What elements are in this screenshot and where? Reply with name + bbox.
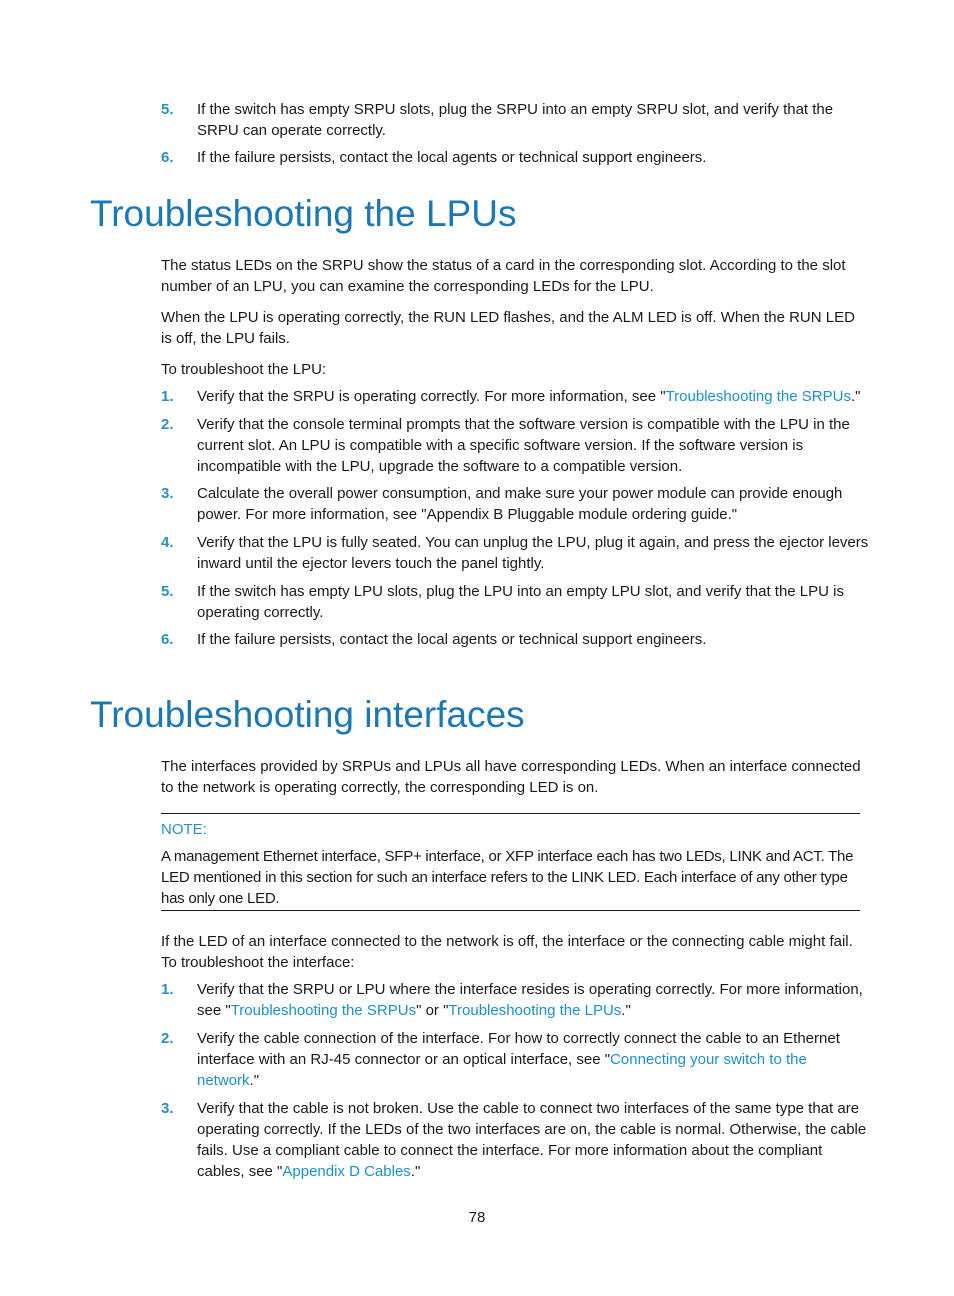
step-number: 3. [161,1100,174,1117]
interfaces-intro: To troubleshoot the interface: [161,954,355,971]
list-item [161,979,871,1021]
step-text: If the failure persists, contact the local agents or technical support engineers. [197,149,707,166]
list-item [161,99,871,141]
step-text: Calculate the overall power consumption, and make sure your power module can provide enough power. For more information, see "Appendix B Pluggable module ordering guide." [197,485,843,523]
step-text: If the switch has empty SRPU slots, plug the SRPU into an empty SRPU slot, and verify that the SRPU can operate correctly. [197,101,834,139]
lpu-intro: To troubleshoot the LPU: [161,361,327,378]
note-text: A management Ethernet interface, SFP+ interface, or XFP interface each has two LEDs, LINK and ACT. The LED mentioned in this section for such an interface refers to the LINK LED. Each interface of any other type has only one LED. [161,848,854,907]
interfaces-paragraph-2: If the LED of an interface connected to the network is off, the interface or the connecting cable might fail. [161,933,853,950]
step-text: If the switch has empty LPU slots, plug the LPU into an empty LPU slot, and verify that the LPU is operating correctly. [197,583,844,621]
link-troubleshooting-srpus[interactable]: Troubleshooting the SRPUs [665,388,851,405]
list-item [161,414,871,477]
interfaces-steps-list [161,979,871,1182]
section-heading-lpus: Troubleshooting the LPUs [90,193,517,234]
list-item [161,532,871,574]
note-label: NOTE: [161,821,207,838]
list-item [161,581,871,623]
step-number: 3. [161,485,174,502]
step-text: Verify that the console terminal prompts that the software version is compatible with the LPU in the current slot. An LPU is compatible with a specific software version. If the software version is incompatible with the LPU, upgrade the software to a compatible version. [197,416,850,475]
link-troubleshooting-srpus[interactable]: Troubleshooting the SRPUs [230,1002,417,1019]
step-number: 6. [161,631,174,648]
section-heading-interfaces: Troubleshooting interfaces [90,694,525,735]
lpu-steps-list [161,386,871,650]
top-steps-list [161,99,871,168]
list-item [161,629,871,650]
lpu-paragraph-1: The status LEDs on the SRPU show the status of a card in the corresponding slot. According to the slot number of an LPU, you can examine the corresponding LEDs for the LPU. [161,257,846,295]
lpu-paragraph-2: When the LPU is operating correctly, the RUN LED flashes, and the ALM LED is off. When the RUN LED is off, the LPU fails. [161,309,855,347]
step-number: 4. [161,534,174,551]
step-number: 2. [161,416,174,433]
step-number: 1. [161,388,174,405]
link-connecting-switch[interactable]: Connecting your switch to the network [197,1051,807,1089]
list-item [161,147,871,168]
note-top-rule [161,813,860,814]
note-box [161,813,860,911]
interfaces-paragraph-1: The interfaces provided by SRPUs and LPUs all have corresponding LEDs. When an interface connected to the network is operating correctly, the corresponding LED is on. [161,758,861,796]
list-item [161,386,871,407]
step-number: 5. [161,101,174,118]
page-number: 78 [468,1209,486,1226]
step-text: Verify that the LPU is fully seated. You can unplug the LPU, plug it again, and press the ejector levers inward until the ejector levers touch the panel tightly. [197,534,869,572]
list-item [161,483,871,525]
link-troubleshooting-lpus[interactable]: Troubleshooting the LPUs [448,1002,622,1019]
link-appendix-d-cables[interactable]: Appendix D Cables [282,1163,411,1180]
step-text: Verify that the SRPU or LPU where the interface resides is operating correctly. For more information, see "Troubleshooting the SRPUs" or "Troubleshooting the LPUs." [197,981,863,1019]
list-item [161,1098,871,1182]
list-item [161,1028,871,1091]
step-number: 6. [161,149,174,166]
step-text: If the failure persists, contact the local agents or technical support engineers. [197,631,707,648]
note-bottom-rule [161,910,860,911]
step-number: 5. [161,583,174,600]
step-text: Verify that the SRPU is operating correctly. For more information, see "Troubleshooting the SRPUs." [197,388,861,405]
step-text: Verify that the cable is not broken. Use the cable to connect two interfaces of the same type that are operating correctly. If the LEDs of the two interfaces are on, the cable is normal. Otherwise, the cable fails. Use a compliant cable to connect the interface. For more information about the compliant cables, see "Appendix D Cables." [197,1100,867,1180]
step-number: 1. [161,981,174,998]
step-number: 2. [161,1030,174,1047]
step-text: Verify the cable connection of the interface. For how to correctly connect the cable to an Ethernet interface with an RJ-45 connector or an optical interface, see "Connecting your switch to the network." [197,1030,840,1089]
